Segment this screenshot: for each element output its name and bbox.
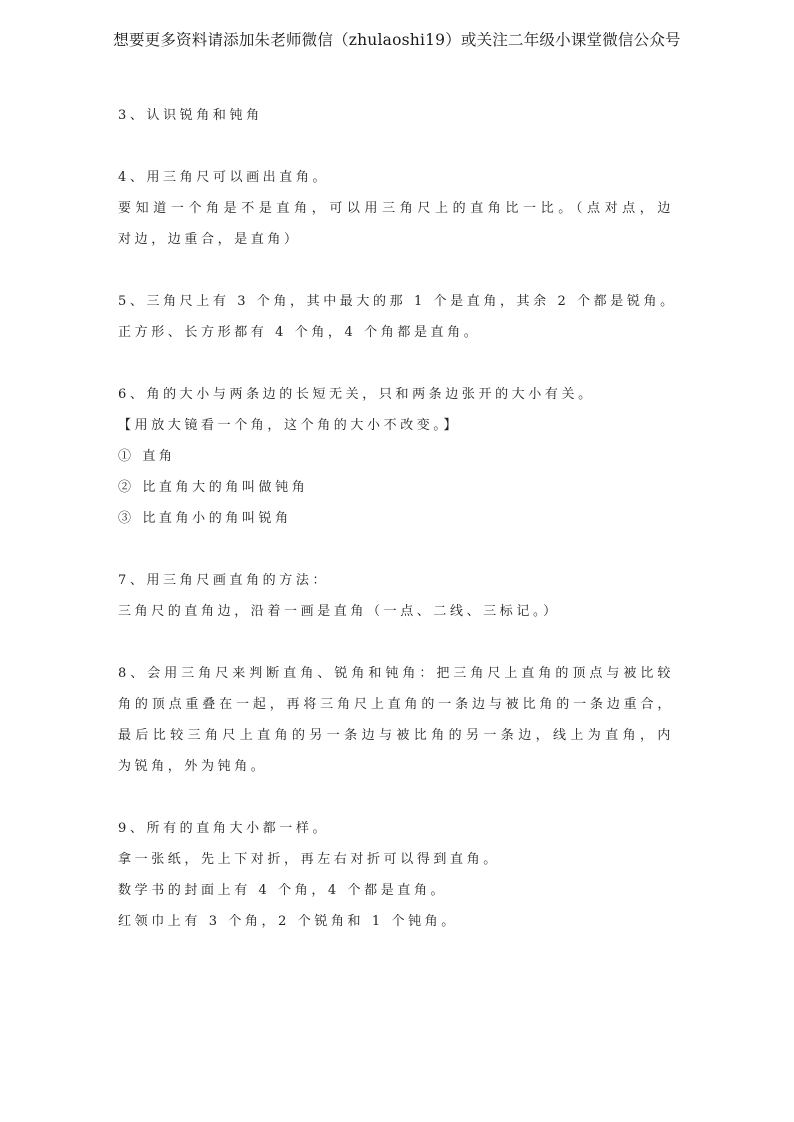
section-5-line: 正方形、长方形都有 4 个角，4 个角都是直角。 — [118, 325, 481, 340]
section-9-line: 拿一张纸，先上下对折，再左右对折可以得到直角。 — [118, 852, 500, 867]
section-7 — [118, 565, 674, 627]
section-gap — [118, 255, 674, 286]
section-gap — [118, 782, 674, 813]
document-body — [118, 100, 677, 937]
section-6-list-item: ② 比直角大的角叫做钝角 — [118, 480, 309, 495]
section-8-line: 角的顶点重叠在一起，再将三角尺上直角的一条边与被比角的一条边重合， — [118, 697, 674, 712]
section-7-line: 三角尺的直角边，沿着一画是直角（一点、二线、三标记。） — [118, 604, 560, 619]
section-4 — [118, 162, 674, 255]
section-5 — [118, 286, 677, 348]
section-3-heading: 3、认识锐角和钝角 — [118, 108, 263, 123]
page-header-banner: 想要更多资料请添加朱老师微信（zhulaoshi19）或关注二年级小课堂微信公众号 — [113, 31, 681, 49]
section-4-heading: 4、用三角尺可以画出直角。 — [118, 170, 330, 185]
section-8-line: 最后比较三角尺上直角的另一条边与被比角的另一条边，线上为直角，内 — [118, 728, 674, 743]
section-6-line: 【用放大镜看一个角，这个角的大小不改变。】 — [118, 418, 461, 433]
section-4-line: 要知道一个角是不是直角，可以用三角尺上的直角比一比。（点对点，边 — [118, 201, 674, 216]
section-8 — [118, 658, 674, 782]
section-gap — [118, 627, 674, 658]
section-6 — [118, 379, 674, 534]
section-9-heading: 9、所有的直角大小都一样。 — [118, 821, 330, 836]
section-6-list-item: ③ 比直角小的角叫锐角 — [118, 511, 292, 526]
section-8-line: 为锐角，外为钝角。 — [118, 759, 268, 774]
section-9 — [118, 813, 674, 937]
section-gap — [118, 348, 674, 379]
section-6-list-item: ① 直角 — [118, 449, 176, 464]
section-gap — [118, 131, 674, 162]
section-4-line: 对边，边重合，是直角） — [118, 232, 301, 247]
section-8-heading: 8、会用三角尺来判断直角、锐角和钝角：把三角尺上直角的顶点与被比较 — [118, 666, 674, 681]
section-gap — [118, 534, 674, 565]
section-9-line: 数学书的封面上有 4 个角，4 个都是直角。 — [118, 883, 448, 898]
section-9-line: 红领巾上有 3 个角，2 个锐角和 1 个钝角。 — [118, 914, 458, 929]
section-3 — [118, 100, 674, 131]
section-6-heading: 6、角的大小与两条边的长短无关，只和两条边张开的大小有关。 — [118, 387, 595, 402]
section-5-heading: 5、三角尺上有 3 个角，其中最大的那 1 个是直角，其余 2 个都是锐角。 — [118, 294, 677, 309]
section-7-heading: 7、用三角尺画直角的方法： — [118, 573, 330, 588]
